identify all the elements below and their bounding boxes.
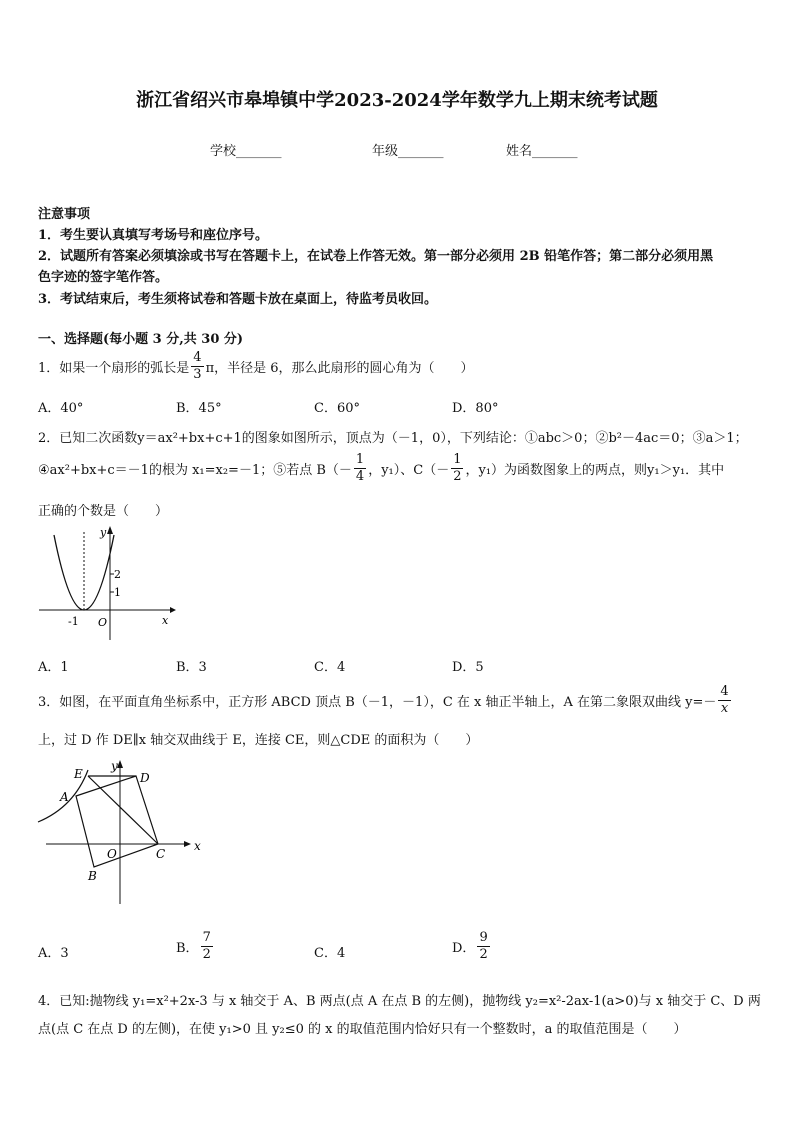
notice-item-1: 1．考生要认真填写考场号和座位序号。 <box>38 228 269 243</box>
q2-label-2: 2 <box>114 568 121 581</box>
q2-label-origin: O <box>98 616 108 629</box>
q2-label-minus1: -1 <box>68 615 79 628</box>
q3-option-b <box>176 930 215 963</box>
q4-line-2: 点(点 C 在点 D 的左侧)，在使 y₁>0 且 y₂≤0 的 x 的取值范围内恰好只有一个整数时，a 的取值范围是（ ） <box>38 1022 687 1037</box>
name-field: 姓名_______ <box>506 144 578 159</box>
q1-pre: 1．如果一个扇形的弧长是 <box>38 361 190 376</box>
q3-label-b: B <box>88 869 97 883</box>
q2-x-arrow <box>170 607 176 613</box>
q4-line-1: 4．已知:抛物线 y₁=x²+2x-3 与 x 轴交于 A、B 两点(点 A 在点 B 的左侧)，抛物线 y₂=x²-2ax-1(a>0)与 x 轴交于 C、D 两 <box>38 994 761 1009</box>
school-field: 学校_______ <box>210 144 282 159</box>
q3-option-b-num: 7 <box>202 930 211 945</box>
q2-option-d: D．5 <box>452 660 484 675</box>
q2-line-2 <box>38 452 724 485</box>
notice-item-3: 3．考试结束后，考生须将试卷和答题卡放在桌面上，待监考员收回。 <box>38 292 438 307</box>
q2-line2-c: ，y₁）为函数图象上的两点，则y₁＞y₁．其中 <box>465 463 725 478</box>
q1-frac-den: 3 <box>193 367 202 382</box>
q1-option-b: B．45° <box>176 401 222 416</box>
notice-item-2: 2．试题所有答案必须填涂或书写在答题卡上，在试卷上作答无效。第一部分必须用 2B 铅笔作答；第二部分必须用黑 <box>38 249 714 264</box>
q3-square-abcd <box>76 776 158 867</box>
question-1 <box>38 350 474 383</box>
q3-option-a: A．3 <box>38 946 69 961</box>
q2-line-1: 2．已知二次函数y＝ax²+bx+c+1的图象如图所示，顶点为（－1，0），下列结论：①abc＞0；②b²－4ac＝0；③a＞1； <box>38 431 748 446</box>
page-title: 浙江省绍兴市皋埠镇中学2023-2024学年数学九上期末统考试题 <box>136 90 658 111</box>
q3-option-d-label: D． <box>452 941 476 956</box>
q3-label-d: D <box>140 771 150 785</box>
q2-label-x: x <box>162 614 169 627</box>
q3-fraction <box>718 684 730 717</box>
q3-y-arrow <box>117 760 123 768</box>
q2-option-b: B．3 <box>176 660 207 675</box>
q1-post: π，半径是 6，那么此扇形的圆心角为（ ） <box>205 361 474 376</box>
q3-option-d <box>452 930 492 963</box>
q3-label-x: x <box>194 839 201 853</box>
q3-frac-den: x <box>720 701 729 716</box>
q3-option-d-num: 9 <box>479 930 488 945</box>
q1-option-c: C．60° <box>314 401 360 416</box>
q3-label-y: y <box>111 759 118 773</box>
q2-y-arrow <box>107 526 113 534</box>
q2-line-3: 正确的个数是（ ） <box>38 504 169 519</box>
q3-line1-text: 3．如图，在平面直角坐标系中，正方形 ABCD 顶点 B（－1，－1），C 在 x 轴正半轴上，A 在第二象限双曲线 y=－ <box>38 695 717 710</box>
q1-frac-num: 4 <box>193 350 202 365</box>
q2-option-a: A．1 <box>38 660 69 675</box>
q3-label-c: C <box>156 847 166 861</box>
q2-f2-num: 1 <box>453 452 462 467</box>
q3-line-2: 上，过 D 作 DE∥x 轴交双曲线于 E，连接 CE，则△CDE 的面积为（ ） <box>38 733 479 748</box>
q3-option-d-frac <box>477 930 489 963</box>
q2-label-1: 1 <box>114 586 121 599</box>
q1-fraction <box>191 350 203 383</box>
q2-parabola-figure <box>34 520 184 650</box>
q3-line-1 <box>38 684 733 717</box>
q1-option-d: D．80° <box>452 401 499 416</box>
q3-label-a: A <box>60 790 69 804</box>
q2-f1-den: 4 <box>355 469 365 484</box>
q2-line2-b: ，y₁）、C（－ <box>368 463 450 478</box>
notice-item-2-cont: 色字迹的签字笔作答。 <box>38 270 169 285</box>
q3-option-b-den: 2 <box>202 947 211 962</box>
grade-field: 年级_______ <box>372 144 444 159</box>
q3-square-figure <box>34 752 214 912</box>
q2-line2-a: ④ax²+bx+c＝－1的根为 x₁=x₂=－1；⑤若点 B（－ <box>38 463 352 478</box>
q3-option-c: C．4 <box>314 946 346 961</box>
section-heading: 一、选择题(每小题 3 分,共 30 分) <box>38 332 244 347</box>
q2-f1-num: 1 <box>355 452 365 467</box>
q3-option-b-label: B． <box>176 941 199 956</box>
q2-fraction-1 <box>354 452 366 485</box>
q2-f2-den: 2 <box>453 469 462 484</box>
q3-frac-num: 4 <box>720 684 729 699</box>
q3-x-arrow <box>184 841 191 847</box>
q3-option-d-den: 2 <box>479 947 488 962</box>
q3-label-o: O <box>107 847 117 861</box>
q2-label-y: y <box>100 526 107 539</box>
q1-option-a: A．40° <box>38 401 84 416</box>
notice-heading: 注意事项 <box>38 207 91 222</box>
q2-option-c: C．4 <box>314 660 346 675</box>
q3-label-e: E <box>74 767 83 781</box>
q3-option-b-frac <box>201 930 213 963</box>
q2-fraction-2 <box>451 452 463 485</box>
